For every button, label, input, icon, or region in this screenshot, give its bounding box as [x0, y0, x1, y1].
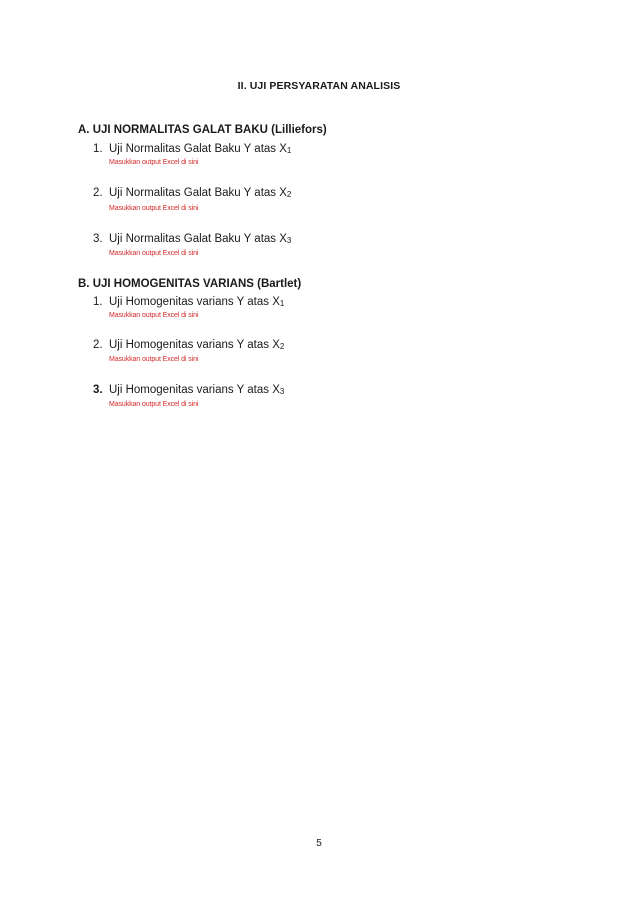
item-number: 2. [93, 339, 103, 351]
list-item [93, 384, 284, 396]
item-text: Uji Normalitas Galat Baku Y atas X [109, 187, 287, 199]
item-number: 3. [93, 384, 103, 396]
item-subscript: 1 [286, 146, 292, 155]
excel-output-note: Masukkan output Excel di sini [109, 205, 199, 212]
item-text: Uji Homogenitas varians Y atas X [109, 384, 280, 396]
excel-output-note: Masukkan output Excel di sini [109, 250, 199, 257]
item-text: Uji Homogenitas varians Y atas X [109, 339, 280, 351]
item-number: 3. [93, 233, 103, 245]
item-number: 1. [93, 143, 103, 155]
item-text: Uji Normalitas Galat Baku Y atas X [109, 143, 287, 155]
list-item [93, 296, 284, 308]
item-subscript: 1 [279, 299, 285, 308]
item-subscript: 3 [279, 387, 285, 396]
item-subscript: 3 [286, 236, 292, 245]
item-number: 1. [93, 296, 103, 308]
list-item [93, 187, 291, 199]
item-subscript: 2 [286, 190, 292, 199]
excel-output-note: Masukkan output Excel di sini [109, 356, 199, 363]
item-number: 2. [93, 187, 103, 199]
excel-output-note: Masukkan output Excel di sini [109, 159, 199, 166]
page-title: II. UJI PERSYARATAN ANALISIS [237, 80, 401, 92]
item-subscript: 2 [279, 342, 285, 351]
list-item [93, 233, 291, 245]
list-item [93, 143, 291, 155]
section-heading-homogenitas: B. UJI HOMOGENITAS VARIANS (Bartlet) [78, 278, 302, 290]
excel-output-note: Masukkan output Excel di sini [109, 401, 199, 408]
list-item [93, 339, 284, 351]
item-text: Uji Normalitas Galat Baku Y atas X [109, 233, 287, 245]
item-text: Uji Homogenitas varians Y atas X [109, 296, 280, 308]
excel-output-note: Masukkan output Excel di sini [109, 312, 199, 319]
page-number: 5 [316, 838, 322, 849]
section-heading-normalitas: A. UJI NORMALITAS GALAT BAKU (Lilliefors) [78, 124, 327, 136]
